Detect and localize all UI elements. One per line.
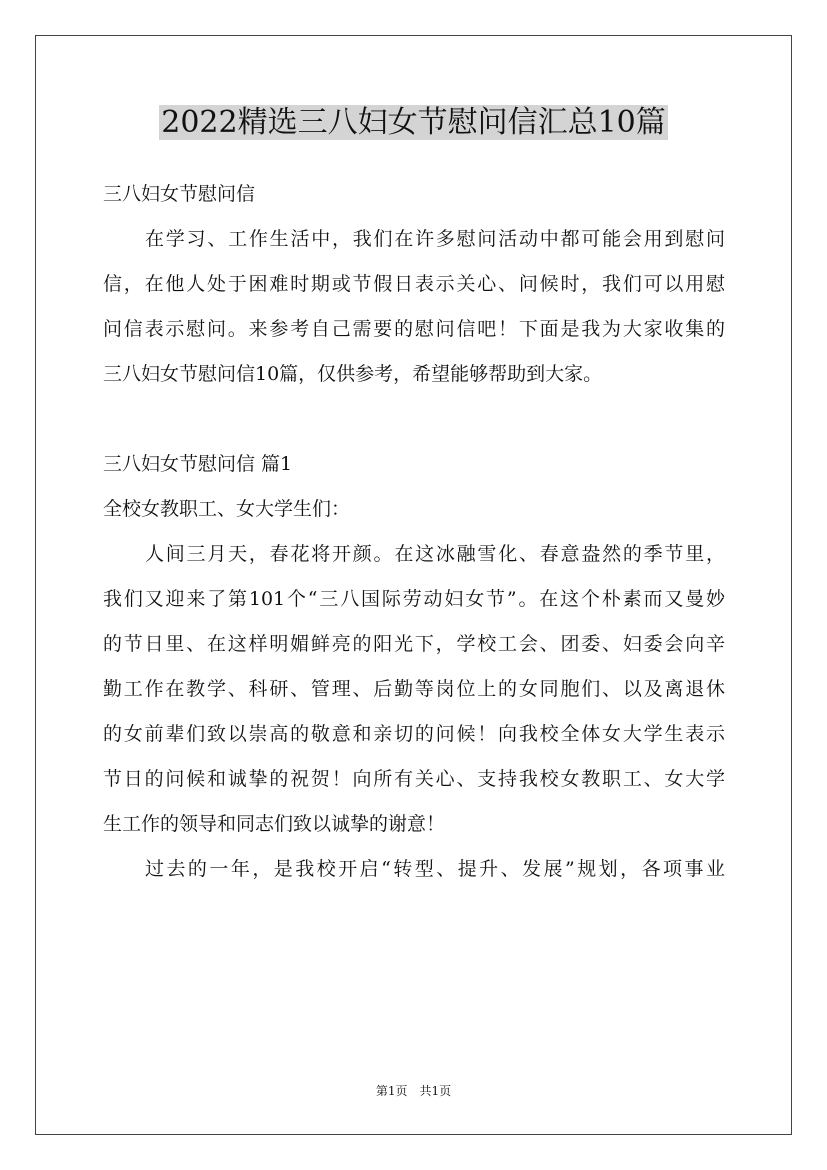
paragraph-line: 生工作的领导和同志们致以诚挚的谢意！: [103, 813, 446, 835]
paragraph-line: 的女前辈们致以崇高的敬意和亲切的问候！向我校全体女大学生表示: [103, 723, 725, 745]
subtitle: 三八妇女节慰问信: [103, 183, 256, 205]
document-title-text: 2022精选三八妇女节慰问信汇总10篇: [161, 105, 666, 140]
page-footer: [0, 1083, 827, 1099]
document-title: [0, 103, 827, 143]
document-body: [103, 172, 725, 892]
paragraph-line: 我们又迎来了第101个“三八国际劳动妇女节”。在这个朴素而又曼妙: [103, 588, 725, 610]
paragraph-line: 的节日里、在这样明媚鲜亮的阳光下，学校工会、团委、妇委会向辛: [103, 633, 725, 655]
intro-line: 问信表示慰问。来参考自己需要的慰问信吧！下面是我为大家收集的: [103, 318, 725, 340]
page-number: 第1页 共1页: [375, 1084, 452, 1098]
paragraph-line: 过去的一年，是我校开启“转型、提升、发展”规划，各项事业: [145, 858, 725, 880]
intro-line: 在学习、工作生活中，我们在许多慰问活动中都可能会用到慰问: [145, 228, 725, 250]
paragraph-gap: [103, 397, 725, 442]
paragraph-line: 人间三月天，春花将开颜。在这冰融雪化、春意盎然的季节里，: [145, 543, 725, 565]
intro-line: 信，在他人处于困难时期或节假日表示关心、问候时，我们可以用慰: [103, 273, 725, 295]
intro-line: 三八妇女节慰问信10篇，仅供参考，希望能够帮助到大家。: [103, 363, 603, 385]
salutation: 全校女教职工、女大学生们：: [103, 498, 351, 520]
paragraph-line: 节日的问候和诚挚的祝贺！向所有关心、支持我校女教职工、女大学: [103, 768, 725, 790]
section-heading: 三八妇女节慰问信 篇1: [103, 453, 293, 475]
paragraph-line: 勤工作在教学、科研、管理、后勤等岗位上的女同胞们、以及离退休: [103, 678, 725, 700]
